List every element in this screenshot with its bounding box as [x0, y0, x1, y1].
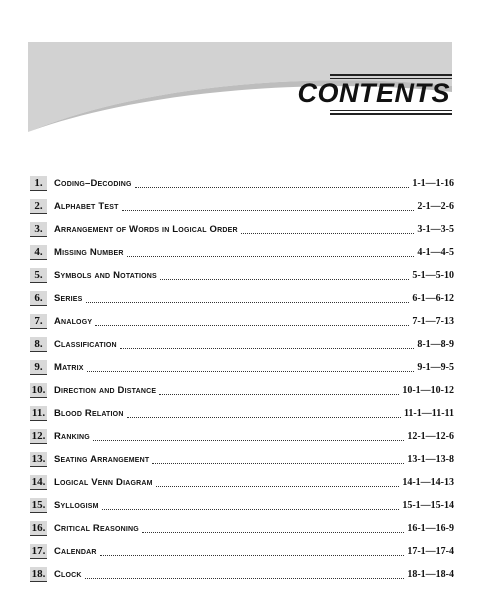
- chapter-number: 5.: [30, 268, 47, 283]
- chapter-title: Arrangement of Words in Logical Order: [54, 224, 238, 235]
- dot-leader: [160, 270, 409, 280]
- page-range: 10-1—10-12: [402, 385, 454, 396]
- page-range: 3-1—3-5: [417, 224, 454, 235]
- chapter-title: Missing Number: [54, 247, 124, 258]
- toc-entry: [30, 333, 454, 356]
- chapter-title: Classification: [54, 339, 117, 350]
- chapter-title: Blood Relation: [54, 408, 124, 419]
- toc-entry: [30, 379, 454, 402]
- chapter-number: 14.: [31, 476, 46, 488]
- chapter-number: 7.: [30, 314, 47, 329]
- title-rule-bottom-thin: [330, 110, 452, 111]
- chapter-title: Clock: [54, 569, 82, 580]
- toc-entry: [30, 287, 454, 310]
- chapter-number: 9.: [30, 360, 47, 375]
- page-range: 2-1—2-6: [417, 201, 454, 212]
- toc-entry: [30, 563, 454, 586]
- toc-entry: [30, 264, 454, 287]
- page-range: 16-1—16-9: [407, 523, 454, 534]
- toc-entry: [30, 471, 454, 494]
- chapter-title: Analogy: [54, 316, 93, 327]
- page-range: 1-1—1-16: [412, 178, 454, 189]
- chapter-number: 16.: [31, 522, 46, 534]
- page-range: 8-1—8-9: [417, 339, 454, 350]
- chapter-number: 2.: [30, 199, 47, 214]
- chapter-title: Direction and Distance: [54, 385, 157, 396]
- dot-leader: [87, 362, 415, 372]
- toc-entry: [30, 172, 454, 195]
- page-range: 12-1—12-6: [407, 431, 454, 442]
- chapter-number: 10.: [31, 384, 46, 396]
- dot-leader: [135, 178, 410, 188]
- chapter-number: 11.: [31, 407, 46, 419]
- dot-leader: [102, 500, 400, 510]
- chapter-title: Logical Venn Diagram: [54, 477, 153, 488]
- page-range: 14-1—14-13: [402, 477, 454, 488]
- chapter-title: Coding–Decoding: [54, 178, 132, 189]
- chapter-number: 13.: [31, 453, 46, 465]
- dot-leader: [159, 385, 399, 395]
- dot-leader: [127, 247, 415, 257]
- page-range: 5-1—5-10: [412, 270, 454, 281]
- dot-leader: [122, 201, 415, 211]
- dot-leader: [120, 339, 415, 349]
- chapter-title: Symbols and Notations: [54, 270, 157, 281]
- chapter-title: Calendar: [54, 546, 97, 557]
- chapter-title: Series: [54, 293, 83, 304]
- page-range: 6-1—6-12: [412, 293, 454, 304]
- chapter-title: Critical Reasoning: [54, 523, 139, 534]
- toc-entry: [30, 241, 454, 264]
- page-range: 7-1—7-13: [412, 316, 454, 327]
- chapter-number: 17.: [31, 545, 46, 557]
- chapter-title: Syllogism: [54, 500, 99, 511]
- toc-entry: [30, 195, 454, 218]
- toc-entry: [30, 494, 454, 517]
- dot-leader: [156, 477, 400, 487]
- dot-leader: [152, 454, 404, 464]
- chapter-title: Matrix: [54, 362, 84, 373]
- chapter-number: 4.: [30, 245, 47, 260]
- dot-leader: [100, 546, 405, 556]
- chapter-number: 12.: [31, 430, 46, 442]
- toc-entry: [30, 310, 454, 333]
- dot-leader: [95, 316, 409, 326]
- dot-leader: [93, 431, 404, 441]
- chapter-title: Ranking: [54, 431, 90, 442]
- dot-leader: [127, 408, 401, 418]
- dot-leader: [241, 224, 415, 234]
- page-range: 13-1—13-8: [407, 454, 454, 465]
- toc-entry: [30, 402, 454, 425]
- chapter-title: Alphabet Test: [54, 201, 119, 212]
- page-range: 4-1—4-5: [417, 247, 454, 258]
- page-title: CONTENTS: [297, 78, 450, 108]
- page-range: 15-1—15-14: [402, 500, 454, 511]
- chapter-number: 15.: [31, 499, 46, 511]
- page-range: 17-1—17-4: [407, 546, 454, 557]
- toc-entry: [30, 425, 454, 448]
- toc-entry: [30, 540, 454, 563]
- title-rule-top: [330, 74, 452, 76]
- page-range: 9-1—9-5: [417, 362, 454, 373]
- page-range: 18-1—18-4: [407, 569, 454, 580]
- dot-leader: [86, 293, 410, 303]
- page-range: 11-1—11-11: [403, 408, 454, 419]
- toc-entry: [30, 356, 454, 379]
- chapter-number: 8.: [30, 337, 47, 352]
- title-rule-bottom: [330, 113, 452, 115]
- toc-entry: [30, 448, 454, 471]
- toc-entry: [30, 218, 454, 241]
- chapter-number: 6.: [30, 291, 47, 306]
- toc-entry: [30, 517, 454, 540]
- chapter-number: 3.: [30, 222, 47, 237]
- chapter-number: 1.: [30, 176, 47, 191]
- chapter-number: 18.: [31, 568, 46, 580]
- table-of-contents: [30, 172, 454, 586]
- dot-leader: [142, 523, 404, 533]
- dot-leader: [85, 569, 405, 579]
- chapter-title: Seating Arrangement: [54, 454, 150, 465]
